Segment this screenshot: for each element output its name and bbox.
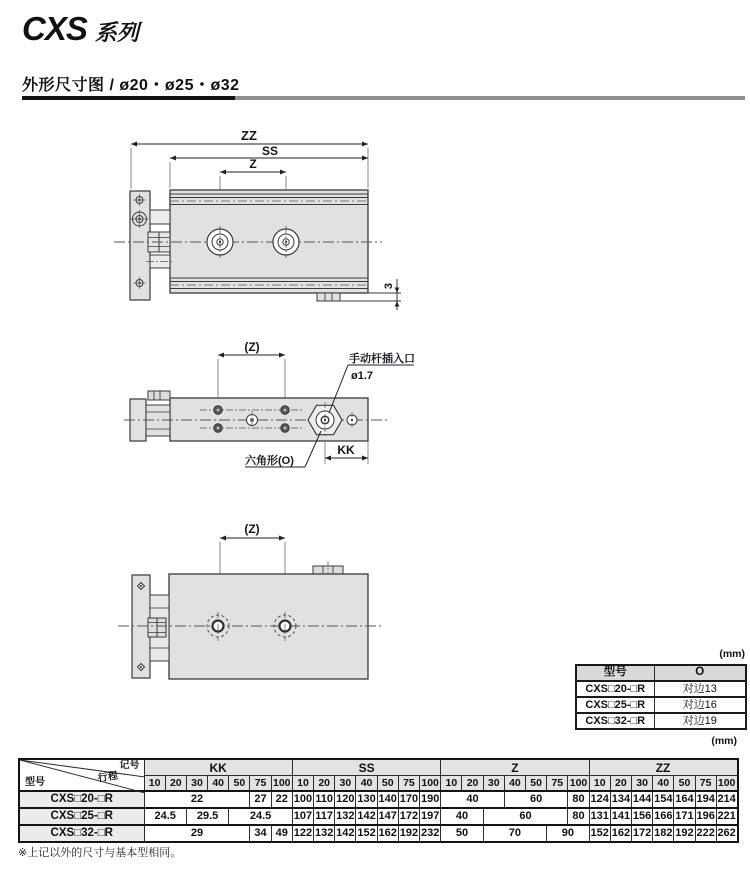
dimension-table <box>18 758 739 843</box>
value-cell: 27 <box>250 791 271 808</box>
stroke-header-cell: 20 <box>462 776 483 792</box>
series-name: CXS <box>22 10 87 47</box>
value-cell: 197 <box>420 808 441 825</box>
table-corner-cell <box>19 759 144 791</box>
group-header-SS: SS <box>292 759 440 776</box>
stroke-header-cell: 30 <box>335 776 356 792</box>
value-cell: 142 <box>356 808 377 825</box>
stroke-header-cell: 40 <box>653 776 674 792</box>
value-cell: 152 <box>356 825 377 842</box>
value-cell: 262 <box>716 825 737 842</box>
stroke-header-cell: 100 <box>420 776 441 792</box>
value-cell: 196 <box>695 808 716 825</box>
stroke-header-cell: 50 <box>377 776 398 792</box>
value-cell: 141 <box>610 808 631 825</box>
page-title <box>22 10 139 48</box>
stroke-header-cell: 75 <box>250 776 271 792</box>
stroke-header-cell: 30 <box>631 776 652 792</box>
value-cell: 172 <box>398 808 419 825</box>
stroke-header-cell: 40 <box>208 776 229 792</box>
value-cell: 131 <box>589 808 610 825</box>
dim-label-plate-thickness: 3 <box>383 282 395 290</box>
value-cell: 132 <box>314 825 335 842</box>
corner-label-symbol: 记号 <box>119 760 140 771</box>
model-cell: CXS□20-□R <box>19 791 144 808</box>
value-cell: 222 <box>695 825 716 842</box>
value-cell: 117 <box>314 808 335 825</box>
group-header-KK: KK <box>144 759 292 776</box>
value-cell: 172 <box>631 825 652 842</box>
value-cell: 166 <box>653 808 674 825</box>
value-cell: 70 <box>483 825 547 842</box>
model-cell: CXS□32-□R <box>576 713 654 729</box>
value-cell: 162 <box>377 825 398 842</box>
stroke-header-cell: 10 <box>292 776 313 792</box>
flats-value-cell: 对边19 <box>654 713 746 729</box>
value-cell: 124 <box>589 791 610 808</box>
group-header-row <box>19 759 738 776</box>
value-cell: 232 <box>420 825 441 842</box>
value-cell: 154 <box>653 791 674 808</box>
table-row <box>19 791 738 808</box>
stroke-header-cell: 40 <box>356 776 377 792</box>
stroke-header-cell: 20 <box>314 776 335 792</box>
value-cell: 60 <box>504 791 568 808</box>
stroke-header-cell: 100 <box>271 776 292 792</box>
value-cell: 147 <box>377 808 398 825</box>
label-port-diameter: ø1.7 <box>351 370 374 382</box>
hex-table-row <box>576 697 746 713</box>
section-title: 外形尺寸图 / ø20・ø25・ø32 <box>22 77 240 94</box>
value-cell: 100 <box>292 791 313 808</box>
drawing-bottom-view <box>112 518 412 690</box>
hex-header-cell: O <box>654 665 746 681</box>
value-cell: 190 <box>420 791 441 808</box>
value-cell: 156 <box>631 808 652 825</box>
value-cell: 134 <box>610 791 631 808</box>
stroke-header-cell: 50 <box>526 776 547 792</box>
stroke-header-cell: 40 <box>504 776 525 792</box>
stroke-header-cell: 75 <box>695 776 716 792</box>
stroke-header-cell: 10 <box>441 776 462 792</box>
model-cell: CXS□25-□R <box>19 808 144 825</box>
flats-value-cell: 对边16 <box>654 697 746 713</box>
section-rule-light <box>235 96 745 100</box>
table-row <box>19 808 738 825</box>
value-cell: 192 <box>398 825 419 842</box>
hexagon-flats-table <box>575 664 747 730</box>
main-table-unit: (mm) <box>711 735 737 747</box>
value-cell: 221 <box>716 808 737 825</box>
stroke-header-cell: 50 <box>229 776 250 792</box>
stroke-header-cell: 75 <box>547 776 568 792</box>
value-cell: 214 <box>716 791 737 808</box>
value-cell: 50 <box>441 825 483 842</box>
stroke-header-cell: 20 <box>610 776 631 792</box>
value-cell: 164 <box>674 791 695 808</box>
series-suffix: 系列 <box>94 20 139 45</box>
value-cell: 162 <box>610 825 631 842</box>
stroke-header-cell: 100 <box>568 776 589 792</box>
label-hexagon: 六角形(O) <box>245 455 294 467</box>
value-cell: 140 <box>377 791 398 808</box>
value-cell: 80 <box>568 791 589 808</box>
value-cell: 60 <box>483 808 568 825</box>
value-cell: 110 <box>314 791 335 808</box>
value-cell: 24.5 <box>144 808 186 825</box>
corner-label-model: 型号 <box>25 777 45 788</box>
value-cell: 132 <box>335 808 356 825</box>
group-header-ZZ: ZZ <box>589 759 737 776</box>
stroke-header-cell: 75 <box>398 776 419 792</box>
flats-value-cell: 对边13 <box>654 681 746 697</box>
drawing-side-view <box>110 126 410 311</box>
value-cell: 182 <box>653 825 674 842</box>
value-cell: 34 <box>250 825 271 842</box>
value-cell: 194 <box>695 791 716 808</box>
model-cell: CXS□32-□R <box>19 825 144 842</box>
value-cell: 40 <box>441 791 505 808</box>
value-cell: 130 <box>356 791 377 808</box>
dim-label-z-ref: (Z) <box>244 342 260 354</box>
value-cell: 170 <box>398 791 419 808</box>
footnote: ※上记以外的尺寸与基本型相同。 <box>18 847 182 859</box>
label-manual-port: 手动杆插入口 <box>349 353 415 365</box>
value-cell: 107 <box>292 808 313 825</box>
model-cell: CXS□20-□R <box>576 681 654 697</box>
hex-table-row <box>576 681 746 697</box>
drawing-top-view <box>122 342 422 474</box>
hex-table-unit: (mm) <box>719 648 745 660</box>
value-cell: 122 <box>292 825 313 842</box>
value-cell: 49 <box>271 825 292 842</box>
group-header-Z: Z <box>441 759 589 776</box>
stroke-header-cell: 100 <box>716 776 737 792</box>
value-cell: 144 <box>631 791 652 808</box>
value-cell: 24.5 <box>229 808 293 825</box>
value-cell: 171 <box>674 808 695 825</box>
dim-label-kk: KK <box>337 443 355 457</box>
value-cell: 192 <box>674 825 695 842</box>
value-cell: 40 <box>441 808 483 825</box>
hex-table-row <box>576 713 746 729</box>
stroke-header-cell: 10 <box>589 776 610 792</box>
table-row <box>19 825 738 842</box>
dim-label-ss: SS <box>261 144 279 158</box>
stroke-header-cell: 50 <box>674 776 695 792</box>
dim-label-zz: ZZ <box>241 128 257 143</box>
dim-label-z: Z <box>249 157 257 171</box>
model-cell: CXS□25-□R <box>576 697 654 713</box>
dim-label-z-ref: (Z) <box>244 522 260 536</box>
value-cell: 90 <box>547 825 589 842</box>
stroke-header-cell: 30 <box>483 776 504 792</box>
value-cell: 29.5 <box>186 808 228 825</box>
hex-header-cell: 型号 <box>576 665 654 681</box>
stroke-header-cell: 30 <box>186 776 207 792</box>
value-cell: 120 <box>335 791 356 808</box>
value-cell: 152 <box>589 825 610 842</box>
stroke-header-cell: 10 <box>144 776 165 792</box>
value-cell: 22 <box>144 791 250 808</box>
hex-table-header-row <box>576 665 746 681</box>
corner-label-stroke: 行程 <box>96 770 119 785</box>
value-cell: 29 <box>144 825 250 842</box>
section-rule-dark <box>22 96 235 100</box>
value-cell: 80 <box>568 808 589 825</box>
value-cell: 142 <box>335 825 356 842</box>
value-cell: 22 <box>271 791 292 808</box>
stroke-header-cell: 20 <box>165 776 186 792</box>
